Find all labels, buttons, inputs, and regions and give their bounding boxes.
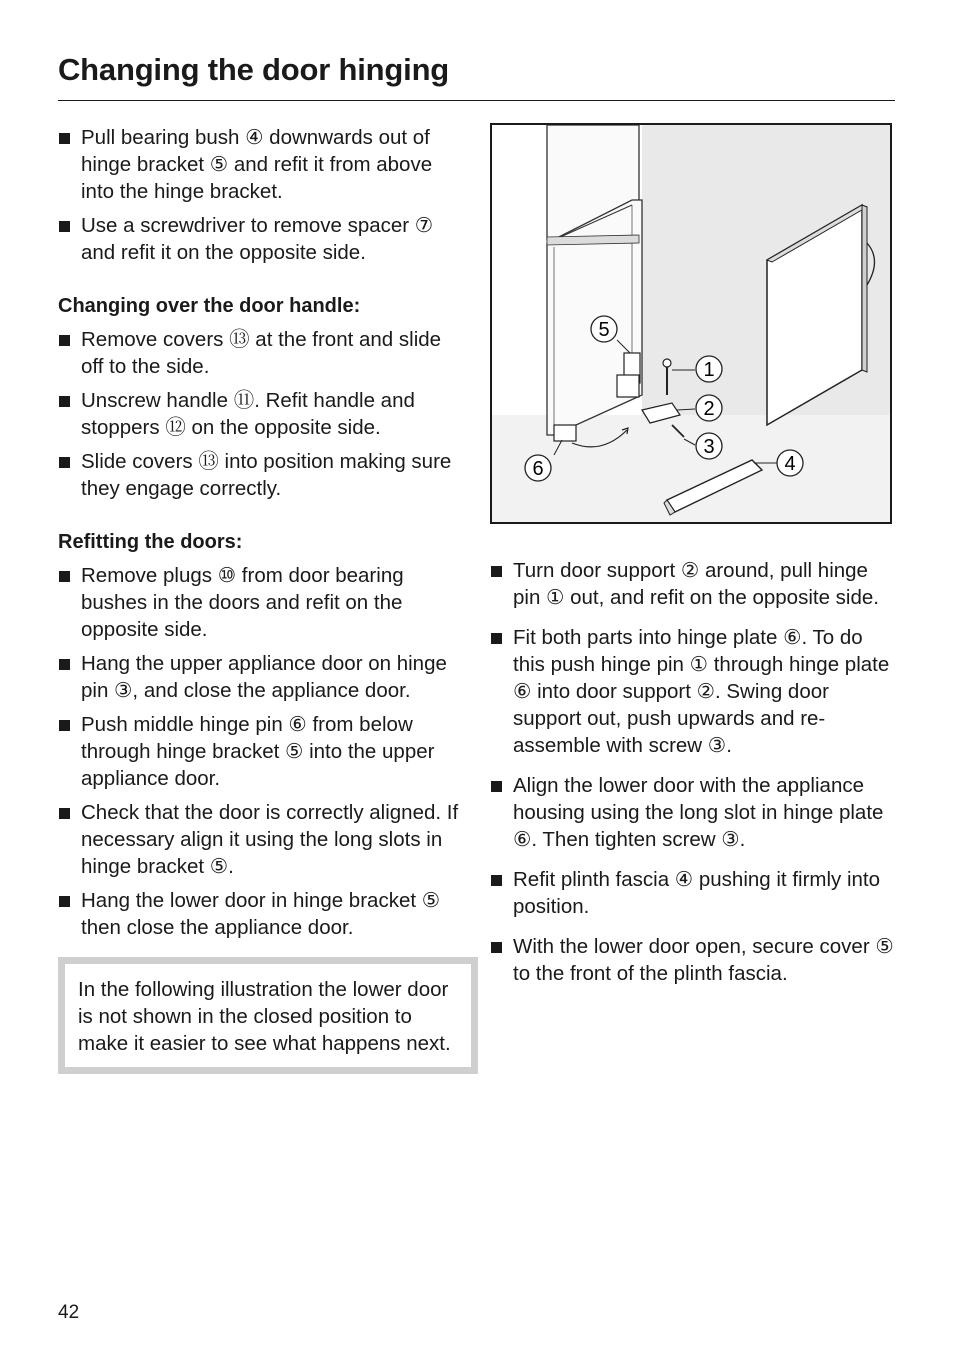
title-divider bbox=[58, 100, 895, 101]
callout-1: 1 bbox=[703, 359, 715, 381]
hinge-illustration bbox=[490, 123, 892, 524]
list-item: Fit both parts into hinge plate ⑥. To do this push hinge pin ① through hinge plate ⑥ into door support ②. Swing door support out, push upwards and re-assemble with screw ③. bbox=[490, 624, 900, 759]
list-item: Use a screwdriver to remove spacer ⑦ and refit it on the opposite side. bbox=[58, 212, 468, 266]
list-item: With the lower door open, secure cover ⑤ to the front of the plinth fascia. bbox=[490, 933, 900, 987]
lower-door-steps bbox=[490, 557, 900, 987]
door-handle-steps bbox=[58, 326, 468, 502]
callout-3: 3 bbox=[703, 436, 715, 458]
left-column bbox=[58, 124, 468, 1074]
list-item: Check that the door is correctly aligned. If necessary align it using the long slots in hinge bracket ⑤. bbox=[58, 799, 468, 880]
page-number: 42 bbox=[58, 1302, 80, 1323]
list-item: Unscrew handle ⑪. Refit handle and stoppers ⑫ on the opposite side. bbox=[58, 387, 468, 441]
right-column bbox=[490, 557, 900, 1000]
list-item: Pull bearing bush ④ downwards out of hinge bracket ⑤ and refit it from above into the hinge bracket. bbox=[58, 124, 468, 205]
callout-6: 6 bbox=[532, 458, 544, 480]
list-item: Refit plinth fascia ④ pushing it firmly into position. bbox=[490, 866, 900, 920]
list-item: Slide covers ⑬ into position making sure they engage correctly. bbox=[58, 448, 468, 502]
list-item: Hang the lower door in hinge bracket ⑤ then close the appliance door. bbox=[58, 887, 468, 941]
list-item: Remove plugs ⑩ from door bearing bushes in the doors and refit on the opposite side. bbox=[58, 562, 468, 643]
callout-2: 2 bbox=[703, 398, 715, 420]
list-item: Turn door support ② around, pull hinge pin ① out, and refit on the opposite side. bbox=[490, 557, 900, 611]
hinge-diagram-svg bbox=[492, 125, 890, 522]
list-item: Remove covers ⑬ at the front and slide off to the side. bbox=[58, 326, 468, 380]
callout-4: 4 bbox=[784, 453, 796, 475]
door-handle-heading: Changing over the door handle: bbox=[58, 295, 361, 317]
refitting-doors-heading: Refitting the doors: bbox=[58, 531, 243, 553]
callout-5: 5 bbox=[598, 319, 610, 341]
list-item: Align the lower door with the appliance housing using the long slot in hinge plate ⑥. Then tighten screw ③. bbox=[490, 772, 900, 853]
bearing-bush-steps bbox=[58, 124, 468, 266]
refitting-doors-steps bbox=[58, 562, 468, 941]
note-box: In the following illustration the lower door is not shown in the closed position to make it easier to see what happens next. bbox=[58, 957, 478, 1074]
page-title: Changing the door hinging bbox=[58, 52, 450, 87]
list-item: Push middle hinge pin ⑥ from below through hinge bracket ⑤ into the upper appliance door. bbox=[58, 711, 468, 792]
list-item: Hang the upper appliance door on hinge pin ③, and close the appliance door. bbox=[58, 650, 468, 704]
